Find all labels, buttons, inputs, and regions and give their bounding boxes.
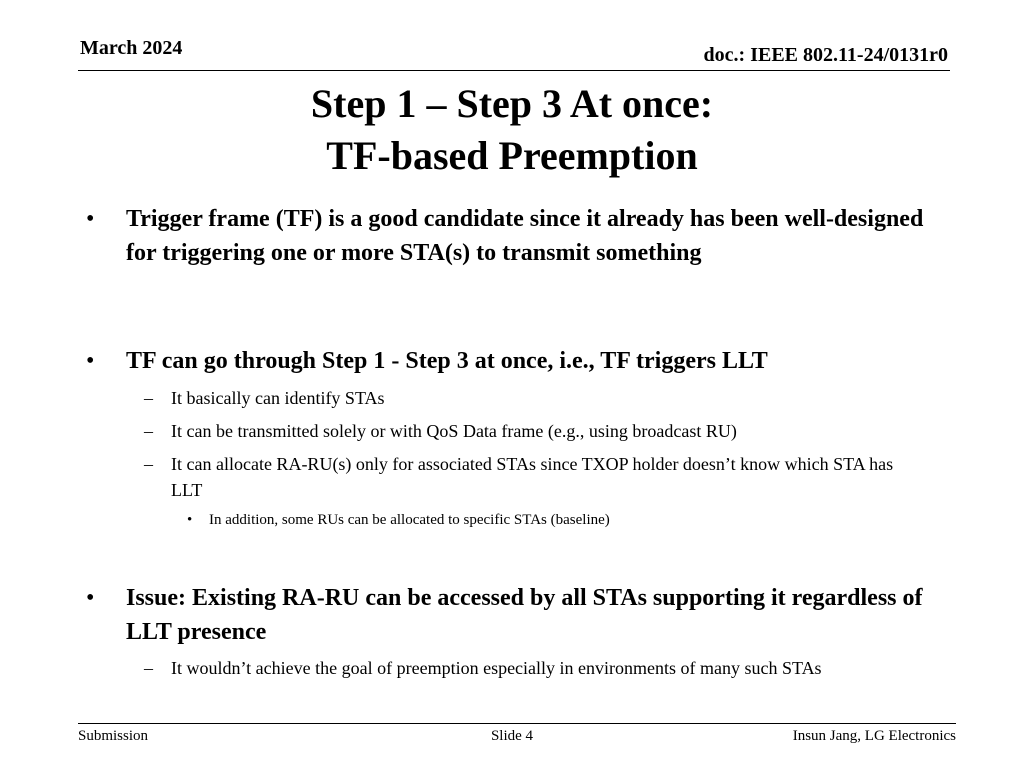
bullet-text: TF can go through Step 1 - Step 3 at once, i.e., TF triggers LLT xyxy=(126,348,768,374)
header-divider xyxy=(78,70,950,71)
header-doc-id: doc.: IEEE 802.11-24/0131r0 xyxy=(703,44,948,66)
slide-title-line-1: Step 1 – Step 3 At once: xyxy=(310,81,714,126)
sub-bullet-text: It can allocate RA-RU(s) only for associated STAs since TXOP holder doesn’t know which STA has LLT xyxy=(171,454,894,500)
header-date: March 2024 xyxy=(80,37,183,59)
sub-bullet-text: It basically can identify STAs xyxy=(171,388,385,408)
bullet-item-1 xyxy=(86,202,926,270)
bullet-dot-icon: • xyxy=(86,348,95,374)
footer-author: Insun Jang, LG Electronics xyxy=(792,728,956,744)
bullet-dot-icon: • xyxy=(86,585,95,611)
dash-icon: – xyxy=(144,421,153,441)
dash-icon: – xyxy=(144,454,153,474)
sub-bullet-item xyxy=(144,418,911,444)
slide-title-line-2: TF-based Preemption xyxy=(326,133,698,178)
bullet-item-2 xyxy=(86,344,926,378)
dash-icon: – xyxy=(144,658,153,678)
bullet-item-3 xyxy=(86,581,926,649)
dash-icon: – xyxy=(144,388,153,408)
sub-sub-bullet-item xyxy=(187,509,889,531)
bullet-dot-icon: • xyxy=(187,512,193,528)
footer-divider xyxy=(78,723,956,724)
bullet-text: Trigger frame (TF) is a good candidate since it already has been well-designed for triggering one or more STA(s) to transmit something xyxy=(126,206,924,266)
sub-bullet-text: It wouldn’t achieve the goal of preemption especially in environments of many such STAs xyxy=(171,658,822,678)
sub-bullet-item xyxy=(144,655,911,681)
bullet-text: Issue: Existing RA-RU can be accessed by all STAs supporting it regardless of LLT presence xyxy=(126,585,923,645)
sub-sub-bullet-text: In addition, some RUs can be allocated to specific STAs (baseline) xyxy=(209,512,610,528)
sub-bullet-text: It can be transmitted solely or with QoS Data frame (e.g., using broadcast RU) xyxy=(171,421,737,441)
footer-submission: Submission xyxy=(78,728,149,744)
sub-bullet-item xyxy=(144,385,911,411)
sub-bullet-item xyxy=(144,451,911,503)
slide-title xyxy=(0,78,1024,182)
footer-slide-number: Slide 4 xyxy=(490,728,534,744)
bullet-dot-icon: • xyxy=(86,206,95,232)
